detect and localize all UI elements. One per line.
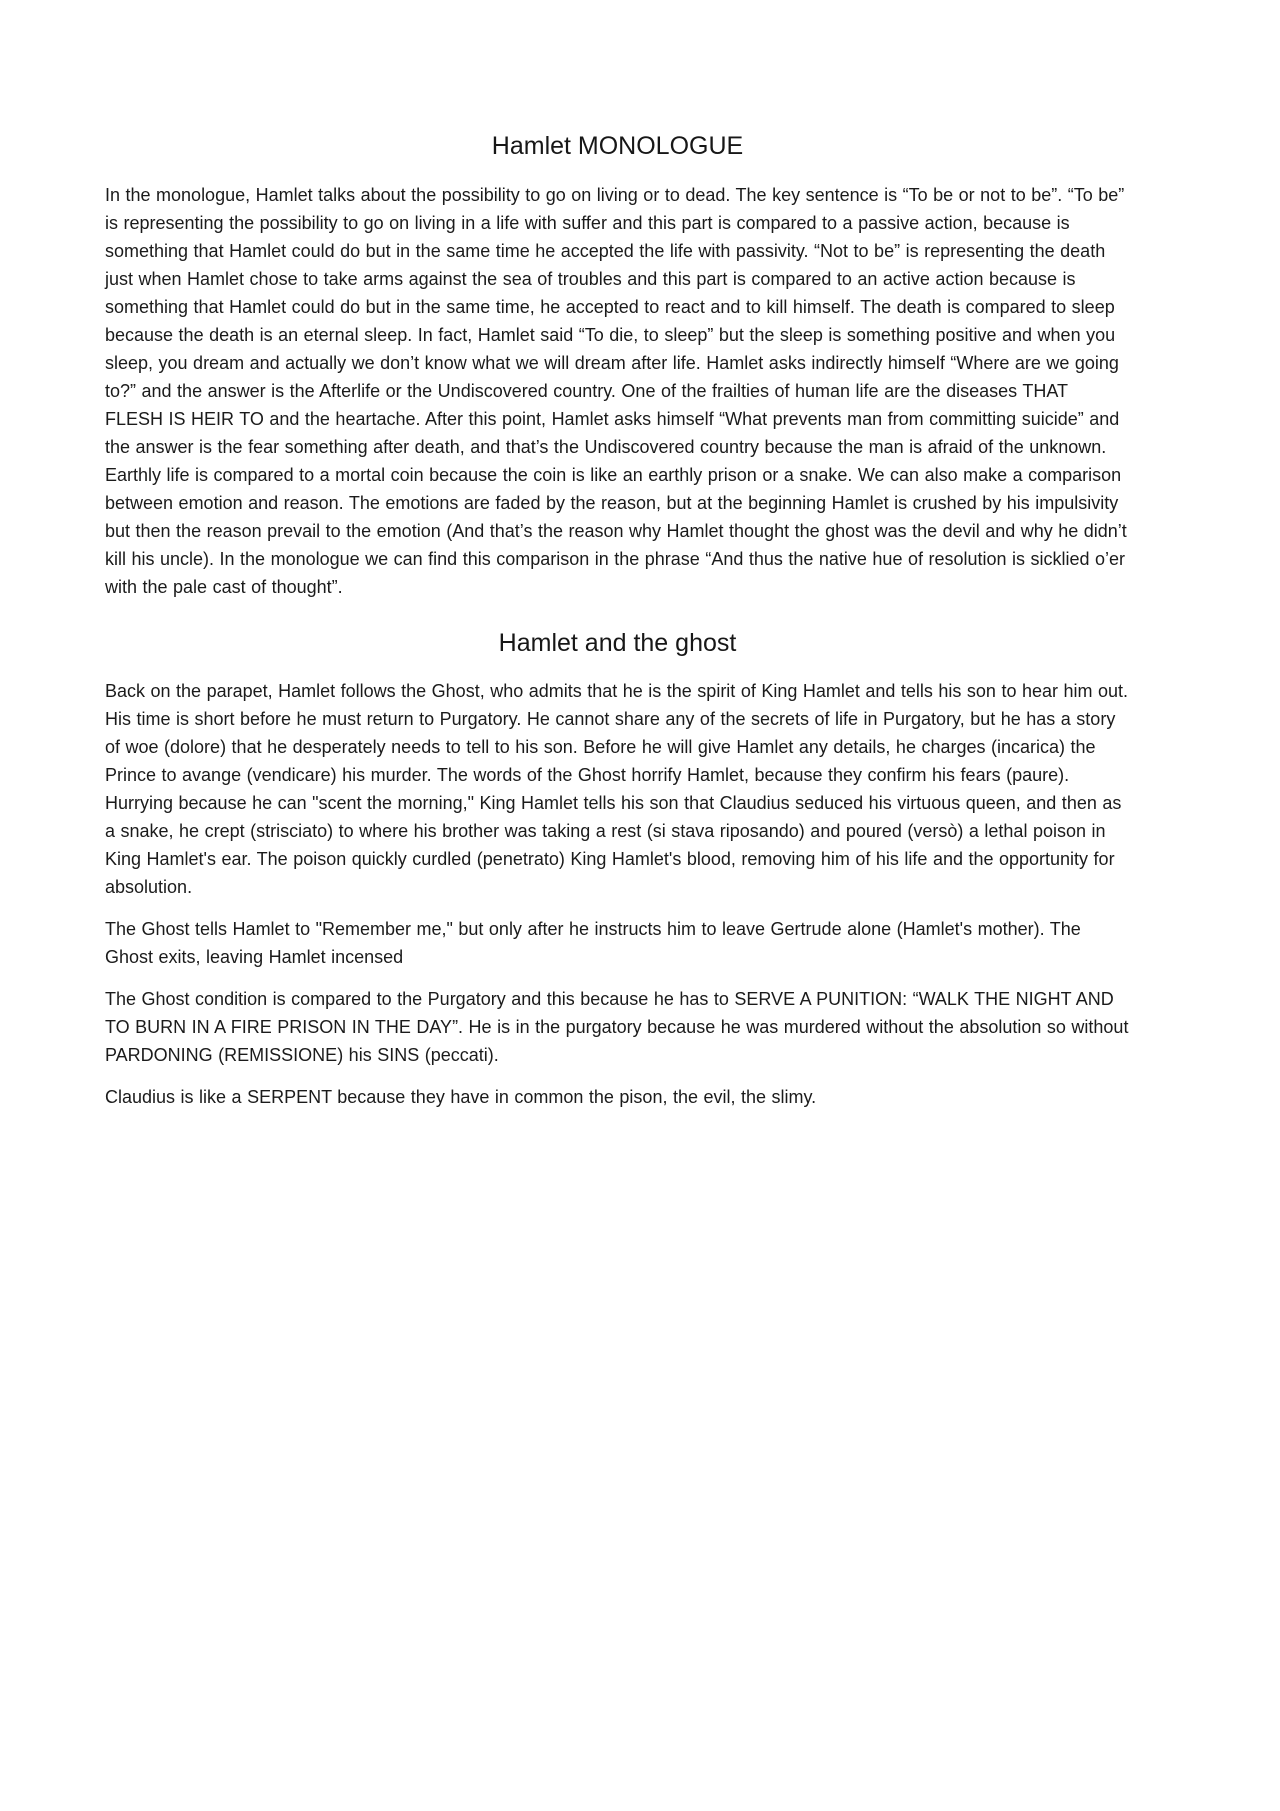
paragraph-monologue-analysis: In the monologue, Hamlet talks about the possibility to go on living or to dead. The key sentence is “To be or not to be”. “To be” is representing the possibility to go on living in a life with suffer and this part is compared to a passive action, because is something that Hamlet could do but in the same time he accepted the life with passivity. “Not to be” is representing the death just when Hamlet chose to take arms against the sea of troubles and this part is compared to an active action because is something that Hamlet could do but in the same time, he accepted to react and to kill himself. The death is compared to sleep because the death is an eternal sleep. In fact, Hamlet said “To die, to sleep” but the sleep is something positive and when you sleep, you dream and actually we don’t know what we will dream after life. Hamlet asks indirectly himself “Where are we going to?” and the answer is the Afterlife or the Undiscovered country. One of the frailties of human life are the diseases THAT FLESH IS HEIR TO and the heartache. After this point, Hamlet asks himself “What prevents man from committing suicide” and the answer is the fear something after death, and that’s the Undiscovered country because the man is afraid of the unknown. Earthly life is compared to a mortal coin because the coin is like an earthly prison or a snake. We can also make a comparison between emotion and reason. The emotions are faded by the reason, but at the beginning Hamlet is crushed by his impulsivity but then the reason prevail to the emotion (And that’s the reason why Hamlet thought the ghost was the devil and why he didn’t kill his uncle). In the monologue we can find this comparison in the phrase “And thus the native hue of resolution is sicklied o’er with the pale cast of thought”. [105,184,1127,597]
section-hamlet-and-the-ghost [105,627,1130,1112]
section-heading-ghost: Hamlet and the ghost [498,628,737,657]
section-heading-monologue: Hamlet MONOLOGUE [491,132,744,160]
paragraph-ghost-purgatory-comparison: The Ghost condition is compared to the Purgatory and this because he has to SERVE A PUNITION: “WALK THE NIGHT AND TO BURN IN A FIRE PRISON IN THE DAY”. He is in the purgatory because he was murdered without the absolution so without PARDONING (REMISSIONE) his SINS (peccati). [105,989,1129,1065]
paragraph-ghost-remember-me: The Ghost tells Hamlet to "Remember me," but only after he instructs him to leave Gertrude alone (Hamlet's mother). The Ghost exits, leaving Hamlet incensed [105,919,1081,967]
section-hamlet-monologue [105,130,1130,601]
paragraph-ghost-story: Back on the parapet, Hamlet follows the Ghost, who admits that he is the spirit of King Hamlet and tells his son to hear him out. His time is short before he must return to Purgatory. He cannot share any of the secrets of life in Purgatory, but he has a story of woe (dolore) that he desperately needs to tell to his son. Before he will give Hamlet any details, he charges (incarica) the Prince to avange (vendicare) his murder. The words of the Ghost horrify Hamlet, because they confirm his fears (paure). Hurrying because he can "scent the morning," King Hamlet tells his son that Claudius seduced his virtuous queen, and then as a snake, he crept (strisciato) to where his brother was taking a rest (si stava riposando) and poured (versò) a lethal poison in King Hamlet's ear. The poison quickly curdled (penetrato) King Hamlet's blood, removing him of his life and the opportunity for absolution. [105,681,1129,897]
paragraph-claudius-serpent: Claudius is like a SERPENT because they have in common the pison, the evil, the slimy. [105,1087,817,1107]
